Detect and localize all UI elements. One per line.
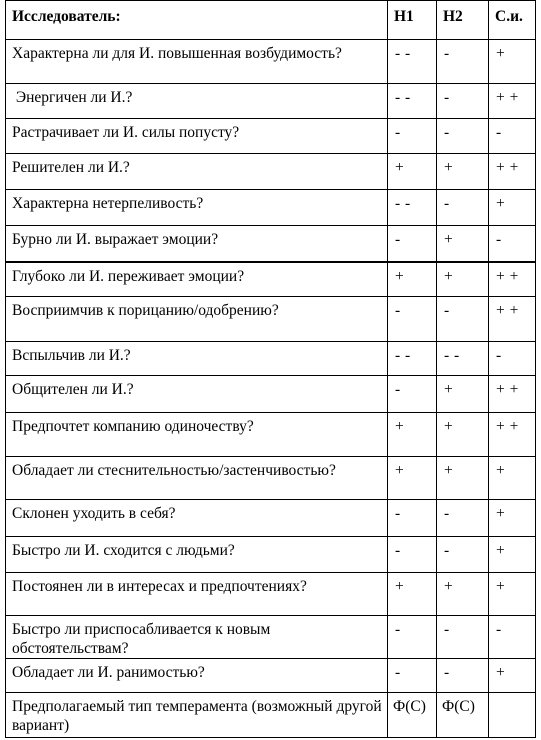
table-row — [6, 413, 536, 457]
h2-mark: + — [437, 413, 489, 457]
h1-mark: - — [388, 616, 437, 659]
si-mark: + — [489, 659, 536, 693]
table-row — [6, 342, 536, 376]
h1-mark: + — [388, 154, 437, 190]
question-cell: Быстро ли И. сходится с людьми? — [6, 537, 388, 573]
si-mark: + — [489, 573, 536, 616]
h1-mark: - - — [388, 84, 437, 119]
table-row — [6, 659, 536, 693]
h1-mark: - — [388, 659, 437, 693]
h2-mark: - — [437, 40, 489, 84]
h2-type: Ф(С) — [437, 693, 489, 738]
h2-mark: - — [437, 84, 489, 119]
si-mark: + — [489, 40, 536, 84]
table-row — [6, 573, 536, 616]
h2-mark: - — [437, 500, 489, 537]
h1-mark: - — [388, 297, 437, 342]
h2-mark: - — [437, 190, 489, 226]
h2-mark: + — [437, 154, 489, 190]
table-row — [6, 154, 536, 190]
h1-mark: + — [388, 457, 437, 500]
table-header-row — [6, 1, 536, 40]
table-row — [6, 262, 536, 297]
table-row — [6, 537, 536, 573]
si-mark: + — [489, 500, 536, 537]
question-cell: Решителен ли И.? — [6, 154, 388, 190]
h1-mark: - — [388, 500, 437, 537]
question-cell: Энергичен ли И.? — [6, 84, 388, 119]
h2-mark: + — [437, 573, 489, 616]
question-cell: Предполагаемый тип темперамента (возможный другой вариант) — [6, 693, 388, 738]
question-cell: Предпочтет компанию одиночеству? — [6, 413, 388, 457]
si-mark: + + — [489, 262, 536, 297]
si-type — [489, 693, 536, 738]
h1-mark: - — [388, 119, 437, 154]
h2-mark: - — [437, 537, 489, 573]
h1-mark: - — [388, 376, 437, 413]
table-row — [6, 40, 536, 84]
table-row — [6, 376, 536, 413]
h1-mark: - - — [388, 40, 437, 84]
h2-mark: - — [437, 659, 489, 693]
header-h2: Н2 — [437, 1, 489, 40]
si-mark: + + — [489, 154, 536, 190]
table-row — [6, 84, 536, 119]
question-cell: Растрачивает ли И. силы попусту? — [6, 119, 388, 154]
question-cell: Общителен ли И.? — [6, 376, 388, 413]
question-cell: Глубоко ли И. переживает эмоции? — [6, 262, 388, 297]
si-mark: + — [489, 457, 536, 500]
question-cell: Восприимчив к порицанию/одобрению? — [6, 297, 388, 342]
h1-mark: + — [388, 573, 437, 616]
question-cell: Постоянен ли в интересах и предпочтениях? — [6, 573, 388, 616]
si-mark: - — [489, 616, 536, 659]
si-mark: + + — [489, 297, 536, 342]
h2-mark: + — [437, 376, 489, 413]
question-cell: Характерна нетерпеливость? — [6, 190, 388, 226]
si-mark: + — [489, 537, 536, 573]
h1-mark: - - — [388, 190, 437, 226]
si-mark: + + — [489, 84, 536, 119]
table-row — [6, 693, 536, 738]
h2-mark: - — [437, 616, 489, 659]
h1-mark: + — [388, 413, 437, 457]
question-cell: Быстро ли приспосабливается к новым обстоятельствам? — [6, 616, 388, 659]
table-row — [6, 226, 536, 262]
h2-mark: + — [437, 457, 489, 500]
h2-mark: + — [437, 262, 489, 297]
h2-mark: - - — [437, 342, 489, 376]
question-cell: Склонен уходить в себя? — [6, 500, 388, 537]
h1-mark: - — [388, 537, 437, 573]
temperament-assessment-table — [5, 0, 536, 738]
table-row — [6, 500, 536, 537]
question-cell: Вспыльчив ли И.? — [6, 342, 388, 376]
header-researcher: Исследователь: — [6, 1, 388, 40]
si-mark: + + — [489, 413, 536, 457]
si-mark: + — [489, 190, 536, 226]
question-cell: Бурно ли И. выражает эмоции? — [6, 226, 388, 262]
h2-mark: + — [437, 226, 489, 262]
table-row — [6, 190, 536, 226]
header-h1: Н1 — [388, 1, 437, 40]
si-mark: + + — [489, 376, 536, 413]
table-row — [6, 457, 536, 500]
si-mark: - — [489, 119, 536, 154]
h1-mark: + — [388, 262, 437, 297]
question-cell: Характерна ли для И. повышенная возбудимость? — [6, 40, 388, 84]
si-mark: - — [489, 226, 536, 262]
h2-mark: - — [437, 297, 489, 342]
h2-mark: - — [437, 119, 489, 154]
table-row — [6, 616, 536, 659]
header-si: С.и. — [489, 1, 536, 40]
si-mark: - — [489, 342, 536, 376]
h1-mark: - — [388, 226, 437, 262]
question-cell: Обладает ли стеснительностью/застенчивостью? — [6, 457, 388, 500]
h1-type: Ф(С) — [388, 693, 437, 738]
question-cell: Обладает ли И. ранимостью? — [6, 659, 388, 693]
table-row — [6, 297, 536, 342]
table-row — [6, 119, 536, 154]
h1-mark: - - — [388, 342, 437, 376]
